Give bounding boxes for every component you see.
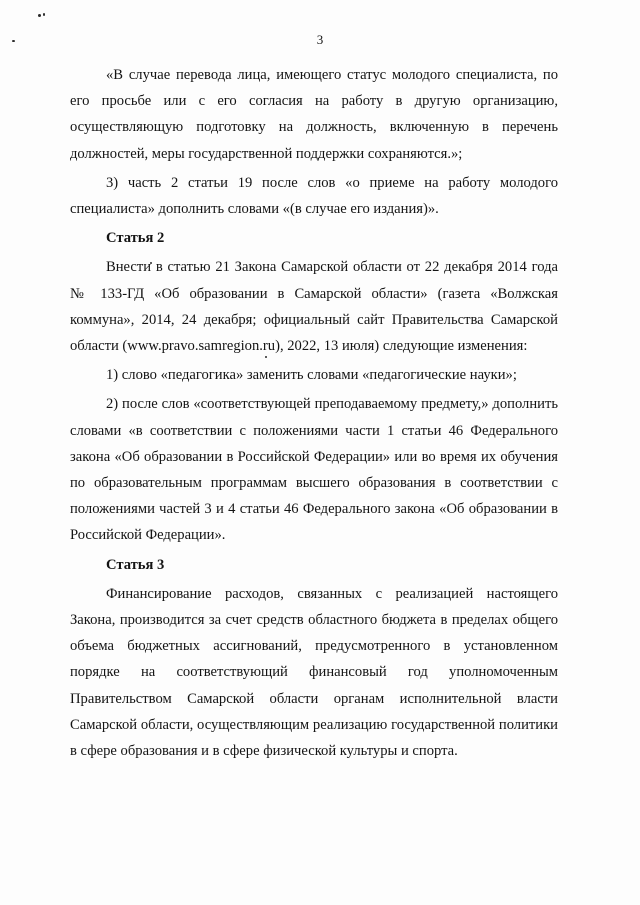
article-3-heading: Статья 3	[106, 556, 165, 573]
paragraph-article-2-item-1: 1) слово «педагогика» заменить словами «педагогические науки»;	[106, 367, 517, 384]
paragraph-item-3: 3) часть 2 статьи 19 после слов «о приеме на работу молодого специалиста» дополнить словами «(в случае его издания)».	[70, 174, 558, 218]
page-number: 3	[316, 32, 324, 47]
scan-speck	[38, 14, 41, 17]
scan-speck	[43, 13, 45, 16]
document-body	[70, 62, 558, 764]
paragraph-amendment-quote: «В случае перевода лица, имеющего статус молодого специалиста, по его просьбе или с его согласия на работу в другую организацию, осуществляющую подготовку на должность, включенную в перечень должностей, меры государственной поддержки сохраняются.»;	[70, 67, 558, 162]
article-2-heading: Статья 2	[106, 230, 165, 247]
paragraph-article-2-item-2: 2) после слов «соответствующей преподаваемому предмету,» дополнить словами «в соответствии с положениями части 1 статьи 46 Федерального закона «Об образовании в Российской Федерации» или во время их обучения по образовательным программам высшего образования в соответствии с положениями частей 3 и 4 статьи 46 Федерального закона «Об образовании в Российской Федерации».	[70, 396, 558, 544]
paragraph-article-3-financing: Финансирование расходов, связанных с реализацией настоящего Закона, производится за счет средств областного бюджета в пределах общего объема бюджетных ассигнований, предусмотренного в установленном порядке на соответствующий финансовый год уполномоченным Правительством Самарской области органам исполнительной власти Самарской области, осуществляющим реализацию государственной политики в сфере образования и в сфере физической культуры и спорта.	[70, 585, 558, 760]
paragraph-article-2-intro: Внести в статью 21 Закона Самарской области от 22 декабря 2014 года № 133-ГД «Об образовании в Самарской области» (газета «Волжская коммуна», 2014, 24 декабря; официальный сайт Правительства Самарской области (www.pravo.samregion.ru), 2022, 13 июля) следующие изменения:	[70, 259, 558, 355]
